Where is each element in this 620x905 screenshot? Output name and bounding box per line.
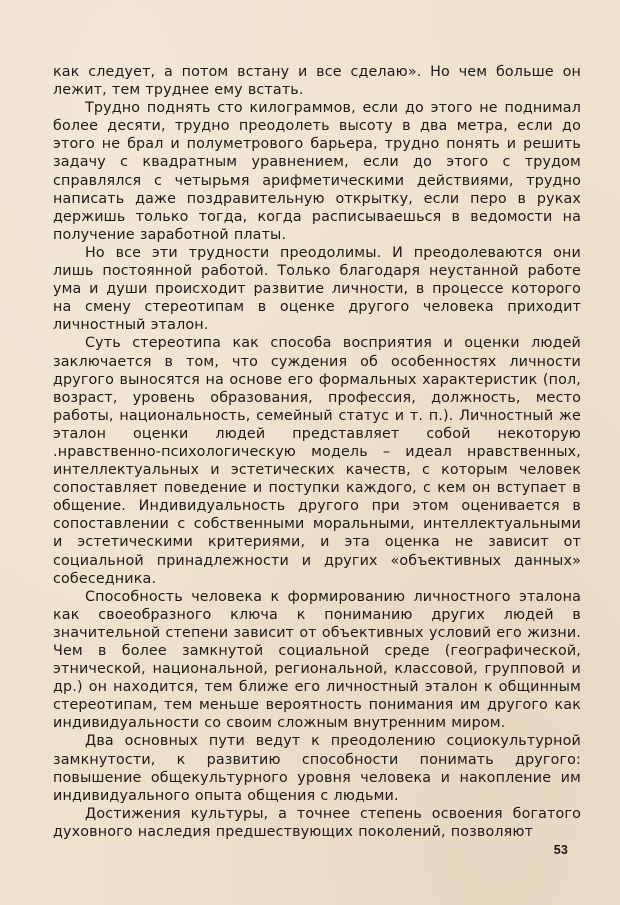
page-number: 53 xyxy=(553,843,568,857)
paragraph-continuation: как следует, а потом встану и все сделаю». Но чем больше он лежит, тем труднее ему встать. xyxy=(53,64,581,99)
paragraph-two-ways: Два основных пути ведут к преодолению социокультурной замкнутости, к развитию способности понимать другого: повышение общекультурного уровня человека и накопление им индивидуального опыта общения с людьми. xyxy=(53,733,581,804)
paragraph-culture: Достижения культуры, а точнее степень освоения богатого духовного наследия предшествующих поколений, позволяют xyxy=(53,805,581,840)
paragraph-stereotype: Суть стереотипа как способа восприятия и оценки людей заключается в том, что суждения об особенностях личности другого выносятся на основе его формальных характеристик (пол, возраст, уровень образования, профессия, должность, место работы, национальность, семейный статус и т. п.). Личностный же эталон оценки людей представляет собой некоторую .нравственно-психологическую модель – идеал нравственных, интеллектуальных и эстетических качеств, с которым человек сопоставляет поведение и поступки каждого, с кем он вступает в общение. Индивидуальность другого при этом оценивается в сопоставлении с собственными моральными, интеллектуальными и эстетическими критериями, и эта оценка не зависит от социальной принадлежности и других «объективных данных» собеседника. xyxy=(53,335,581,587)
page-body-text xyxy=(53,63,581,841)
paragraph-ability: Способность человека к формированию личностного эталона как своеобразного ключа к пониманию других людей в значительной степени зависит от объективных условий его жизни. Чем в более замкнутой социальной среде (географической, этнической, национальной, региональной, классовой, групповой и др.) он находится, тем ближе его личностный эталон к общинным стереотипам, тем меньше вероятность понимания им другого как индивидуальности со своим сложным внутренним миром. xyxy=(53,588,581,732)
paragraph-difficulty: Трудно поднять сто килограммов, если до этого не поднимал более десяти, трудно преодолеть высоту в два метра, если до этого не брал и полуметрового барьера, трудно понять и решить задачу с квадратным уравнением, если до этого с трудом справлялся с четырьмя арифметическими действиями, трудно написать даже поздравительную открытку, если перо в руках держишь только тогда, когда расписываешься в ведомости на получение заработной платы. xyxy=(53,100,581,243)
paragraph-overcoming: Но все эти трудности преодолимы. И преодолеваются они лишь постоянной работой. Только благодаря неустанной работе ума и души происходит развитие личности, в процессе которого на смену стереотипам в оценке другого человека приходит личностный эталон. xyxy=(53,244,581,334)
